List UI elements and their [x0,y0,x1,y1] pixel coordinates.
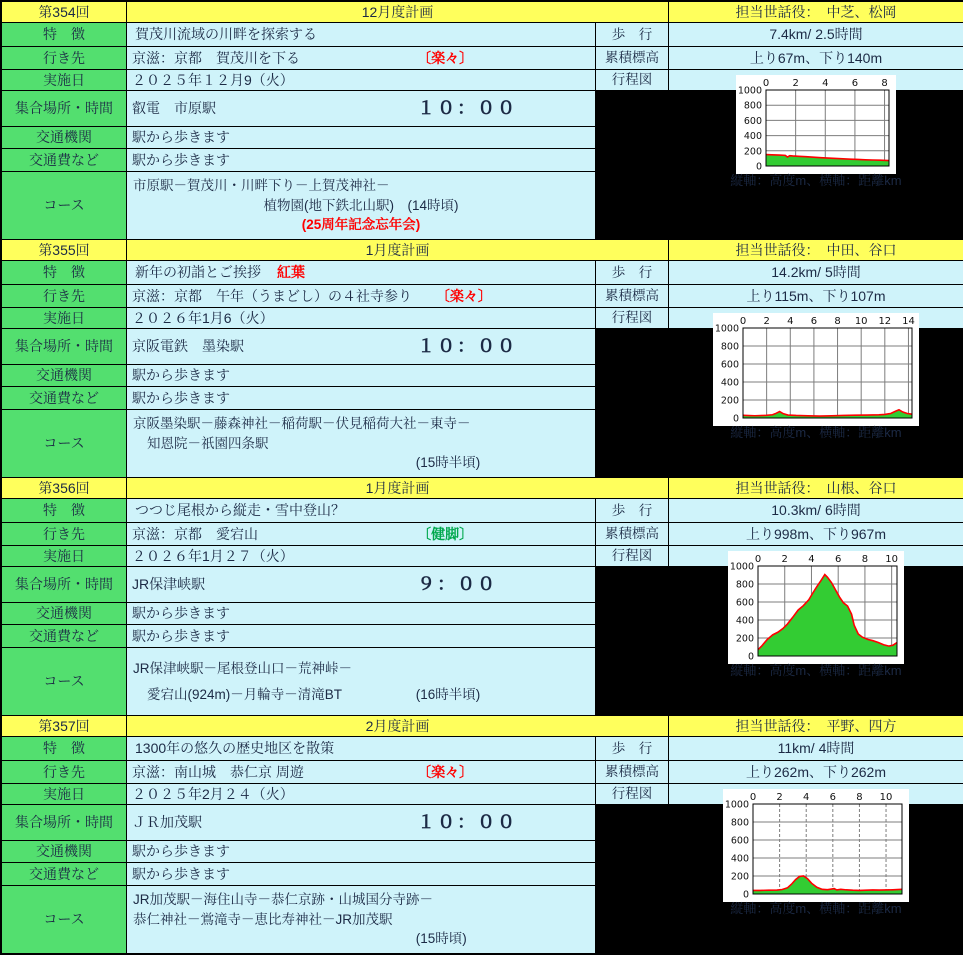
feature-label: 特 徴 [2,499,126,522]
course-label: コース [2,648,126,715]
transport-value: 駅から歩きます [127,603,595,624]
course-value [127,648,595,715]
course-line [133,687,589,703]
itinerary-label: 行程図 [596,546,668,566]
svg-text:600: 600 [743,115,762,127]
destination-text: 京滋：京都 午年（うまどし）の４社寺参り [132,287,412,304]
course-line: 市原駅－賀茂川・川畔下り－上賀茂神社－ [133,178,390,194]
elevation-label: 累積標高 [596,285,668,307]
destination-text: 京滋：京都 愛宕山 [132,525,258,542]
meeting-label: 集合場所・時間 [2,91,126,126]
course-label: コース [2,886,126,953]
course-time: (15時頃) [415,931,467,947]
elevation-chart [723,789,909,902]
meeting-value [127,329,595,364]
destination-value [127,523,595,545]
course-text: 愛宕山(924m)－月輪寺－清滝BT [147,686,343,702]
course-line: JR保津峡駅－尾根登山口－荒神峠－ [133,660,352,676]
meeting-place: ＪＲ加茂駅 [132,814,202,831]
round-badge: 第355回 [2,240,126,260]
fare-value: 駅から歩きます [127,625,595,647]
feature-value [127,499,595,522]
leaders-cell: 担当世話役： 山根、谷口 [669,478,963,498]
svg-text:0: 0 [742,889,749,901]
meeting-label: 集合場所・時間 [2,329,126,364]
svg-text:10: 10 [879,792,893,803]
destination-label: 行き先 [2,47,126,69]
feature-value [127,23,595,46]
svg-text:2: 2 [763,316,770,327]
destination-label: 行き先 [2,285,126,307]
round-badge: 第357回 [2,716,126,736]
itinerary-label: 行程図 [596,784,668,804]
course-line: 知恩院－祇園四条駅 [147,435,269,451]
course-time: (16時半頃) [415,686,481,702]
svg-text:10: 10 [854,316,868,327]
elevation-chart [736,75,896,174]
chart-caption: 縦軸：高度m、横軸：距離km [730,173,902,189]
course-line: 京阪墨染駅－藤森神社－稲荷駅－伏見稲荷大社－東寺－ [133,416,471,432]
destination-label: 行き先 [2,761,126,783]
meeting-place: 叡電 市原駅 [132,100,216,117]
fare-value: 駅から歩きます [127,149,595,171]
date-label: 実施日 [2,784,126,804]
fare-label: 交通費など [2,387,126,409]
transport-label: 交通機関 [2,127,126,148]
svg-text:0: 0 [732,413,739,425]
date-label: 実施日 [2,70,126,90]
chart-caption: 縦軸：高度m、横軸：距離km [730,663,902,679]
fare-value: 駅から歩きます [127,863,595,885]
feature-text: つつじ尾根から縦走・雪中登山？ [135,502,345,519]
leaders-cell: 担当世話役： 中芝、松岡 [669,2,963,22]
course-value [127,172,595,239]
transport-value: 駅から歩きます [127,365,595,386]
svg-text:800: 800 [730,817,749,829]
elevation-label: 累積標高 [596,523,668,545]
meeting-label: 集合場所・時間 [2,567,126,602]
fare-label: 交通費など [2,625,126,647]
svg-text:10: 10 [885,554,899,565]
destination-value [127,47,595,69]
destination-text: 京滋：京都 賀茂川を下る [132,49,300,66]
meeting-time: １０：００ [417,336,518,357]
feature-label: 特 徴 [2,261,126,284]
leaders-cell: 担当世話役： 平野、四方 [669,716,963,736]
svg-text:8: 8 [881,78,888,89]
elevation-label: 累積標高 [596,47,668,69]
svg-text:0: 0 [749,792,757,803]
elevation-value: 上り262m、下り262m [669,761,963,783]
svg-text:4: 4 [787,316,794,327]
svg-text:600: 600 [735,597,754,609]
svg-text:200: 200 [720,395,739,407]
course-label: コース [2,172,126,239]
svg-text:1000: 1000 [724,799,749,811]
transport-label: 交通機関 [2,603,126,624]
svg-text:0: 0 [755,161,762,173]
svg-text:4: 4 [822,78,829,89]
walk-label: 歩 行 [596,737,668,760]
svg-text:2: 2 [781,554,788,565]
svg-text:800: 800 [735,579,754,591]
svg-text:200: 200 [730,871,749,883]
course-line [133,931,589,947]
itinerary-label: 行程図 [596,70,668,90]
destination-label: 行き先 [2,523,126,545]
walk-label: 歩 行 [596,499,668,522]
difficulty-tag: 〔楽々〕 [417,49,474,66]
walk-value: 14.2km/ 5時間 [669,261,963,284]
date-value: ２０２５年2月２４（火） [127,784,595,804]
month-title: 1月度計画 [127,240,668,260]
date-label: 実施日 [2,546,126,566]
elevation-value: 上り998m、下り967m [669,523,963,545]
chart-caption: 縦軸：高度m、横軸：距離km [730,901,902,917]
date-value: ２０２５年１２月9（火） [127,70,595,90]
course-line: 恭仁神社－鴬滝寺－恵比寿神社－JR加茂駅 [133,911,393,927]
itinerary-label: 行程図 [596,308,668,328]
svg-text:0: 0 [747,651,754,663]
meeting-time: １０：００ [417,98,518,119]
feature-label: 特 徴 [2,737,126,760]
course-line: JR加茂駅－海住山寺－恭仁京跡・山城国分寺跡－ [133,892,433,908]
svg-text:6: 6 [835,554,842,565]
feature-text: 1300年の悠久の歴史地区を散策 [135,740,335,757]
svg-text:400: 400 [743,131,762,143]
course-label: コース [2,410,126,477]
feature-value [127,261,595,284]
svg-text:600: 600 [720,359,739,371]
meeting-label: 集合場所・時間 [2,805,126,840]
walk-value: 10.3km/ 6時間 [669,499,963,522]
meeting-value [127,805,595,840]
svg-text:0: 0 [739,316,747,327]
svg-text:2: 2 [776,792,783,803]
month-title: 2月度計画 [127,716,668,736]
elevation-value: 上り67m、下り140m [669,47,963,69]
walk-value: 11km/ 4時間 [669,737,963,760]
walk-label: 歩 行 [596,23,668,46]
course-line: (25周年記念忘年会) [301,217,421,233]
destination-text: 京滋：南山城 恭仁京 周遊 [132,763,304,780]
meeting-time: １０：００ [417,812,518,833]
svg-text:8: 8 [861,554,869,565]
month-title: 12月度計画 [127,2,668,22]
date-value: ２０２６年1月２７（火） [127,546,595,566]
date-value: ２０２６年1月6（火） [127,308,595,328]
chart-caption: 縦軸：高度m、横軸：距離km [730,425,902,441]
transport-value: 駅から歩きます [127,127,595,148]
svg-text:400: 400 [730,853,749,865]
svg-text:1000: 1000 [714,323,739,335]
svg-text:400: 400 [735,615,754,627]
transport-label: 交通機関 [2,365,126,386]
svg-text:0: 0 [754,554,762,565]
month-title: 1月度計画 [127,478,668,498]
svg-text:6: 6 [851,78,859,89]
itinerary-chart-cell [669,308,963,441]
feature-label: 特 徴 [2,23,126,46]
svg-text:200: 200 [743,146,762,158]
round-badge: 第354回 [2,2,126,22]
meeting-value [127,91,595,126]
elevation-chart [728,551,904,664]
svg-text:800: 800 [743,100,762,112]
transport-label: 交通機関 [2,841,126,862]
svg-text:8: 8 [834,316,841,327]
elevation-chart [713,313,919,426]
transport-value: 駅から歩きます [127,841,595,862]
walk-value: 7.4km/ 2.5時間 [669,23,963,46]
date-label: 実施日 [2,308,126,328]
svg-text:6: 6 [810,316,818,327]
meeting-time: ９：００ [417,574,498,595]
course-time: (15時半頃) [415,455,481,471]
destination-value [127,761,595,783]
difficulty-tag: 〔楽々〕 [417,763,474,780]
svg-text:6: 6 [829,792,837,803]
meeting-value [127,567,595,602]
course-value [127,410,595,477]
itinerary-chart-cell [669,784,963,917]
course-line: 植物園(地下鉄北山駅) (14時頃) [263,197,459,213]
meeting-place: 京阪電鉄 墨染駅 [132,338,244,355]
svg-text:1000: 1000 [737,85,762,97]
course-line [133,455,589,471]
itinerary-chart-cell [669,70,963,189]
feature-text: 新年の初詣とご挨拶 [135,264,261,281]
walk-label: 歩 行 [596,261,668,284]
meeting-place: JR保津峡駅 [132,576,206,593]
fare-label: 交通費など [2,149,126,171]
elevation-label: 累積標高 [596,761,668,783]
destination-value [127,285,595,307]
feature-value [127,737,595,760]
svg-text:200: 200 [735,633,754,645]
svg-text:400: 400 [720,377,739,389]
course-value [127,886,595,953]
svg-text:0: 0 [762,78,770,89]
svg-text:4: 4 [803,792,810,803]
svg-text:4: 4 [808,554,815,565]
elevation-value: 上り115m、下り107m [669,285,963,307]
round-badge: 第356回 [2,478,126,498]
svg-text:800: 800 [720,341,739,353]
svg-text:12: 12 [878,316,892,327]
difficulty-tag: 〔健脚〕 [417,525,474,542]
svg-text:2: 2 [792,78,799,89]
difficulty-tag: 〔楽々〕 [435,287,492,304]
fare-label: 交通費など [2,863,126,885]
fare-value: 駅から歩きます [127,387,595,409]
leaders-cell: 担当世話役： 中田、谷口 [669,240,963,260]
svg-text:600: 600 [730,835,749,847]
itinerary-chart-cell [669,546,963,679]
feature-text: 賀茂川流域の川畔を探索する [135,26,317,43]
svg-text:1000: 1000 [729,561,754,573]
svg-text:8: 8 [856,792,863,803]
feature-extra: 紅葉 [277,264,305,281]
svg-text:14: 14 [902,316,915,327]
